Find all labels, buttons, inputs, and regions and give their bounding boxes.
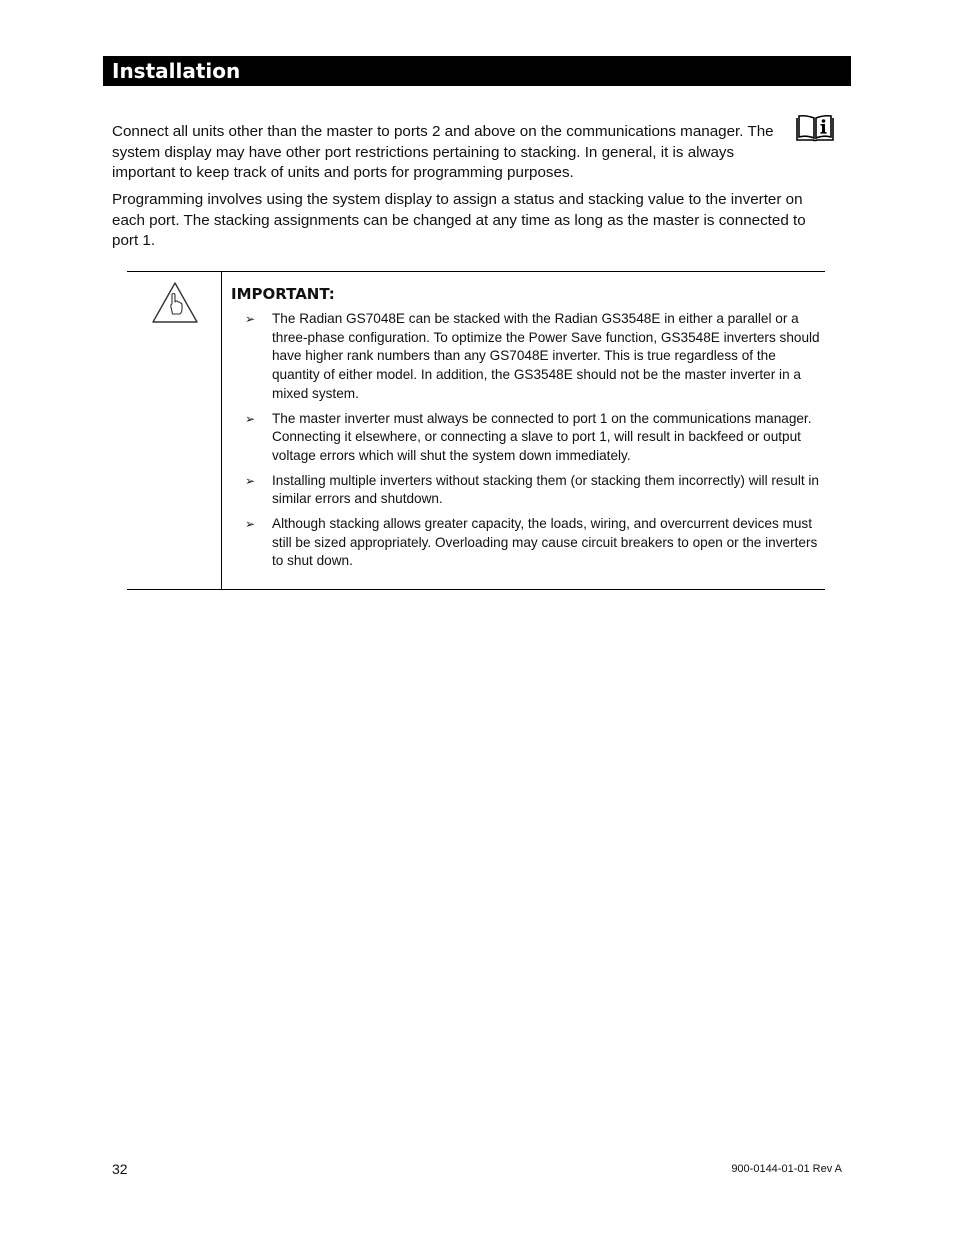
callout-divider [221, 272, 222, 589]
book-info-icon [795, 114, 835, 142]
arrow-bullet-icon: ➢ [245, 473, 256, 488]
document-id: 900-0144-01-01 Rev A [731, 1163, 842, 1175]
list-item [231, 515, 821, 571]
list-item-text: Although stacking allows greater capacity, the loads, wiring, and overcurrent devices must still be sized appropriately. Overloading may cause circuit breakers to open or the inverters to shut down. [272, 516, 818, 569]
paragraph-programming: Programming involves using the system display to assign a status and stacking value to the inverter on each port. The stacking assignments can be changed at any time as long as the master is connected to port 1. [112, 191, 806, 249]
important-list [231, 310, 821, 571]
list-item-text: Installing multiple inverters without stacking them (or stacking them incorrectly) will result in similar errors and shutdown. [272, 472, 819, 507]
arrow-bullet-icon: ➢ [245, 411, 256, 426]
important-heading: IMPORTANT: [231, 285, 335, 303]
arrow-bullet-icon: ➢ [245, 517, 256, 532]
list-item-text: The master inverter must always be connected to port 1 on the communications manager. Connecting it elsewhere, or connecting a slave to port 1, will result in backfeed or output voltage errors which will shut the system down immediately. [272, 410, 812, 463]
list-item [231, 472, 821, 509]
arrow-bullet-icon: ➢ [245, 312, 256, 326]
important-callout [127, 271, 825, 590]
list-item [231, 310, 821, 404]
paragraph-ports: Connect all units other than the master to ports 2 and above on the communications manager. The system display may have other port restrictions pertaining to stacking. In general, it is always important to keep track of units and ports for programming purposes. [112, 123, 774, 181]
page-number: 32 [112, 1161, 128, 1177]
list-item [231, 410, 821, 466]
list-item-text: The Radian GS7048E can be stacked with the Radian GS3548E in either a parallel or a three-phase configuration. To optimize the Power Save function, GS3548E inverters should have higher rank numbers than any GS7048E inverter. This is true regardless of the quantity of either model. In addition, the GS3548E should not be the master inverter in a mixed system. [272, 311, 820, 401]
callout-body [231, 284, 821, 577]
raised-hand-warning-icon [151, 281, 199, 325]
section-header-bar [103, 56, 851, 86]
section-title: Installation [112, 59, 241, 83]
